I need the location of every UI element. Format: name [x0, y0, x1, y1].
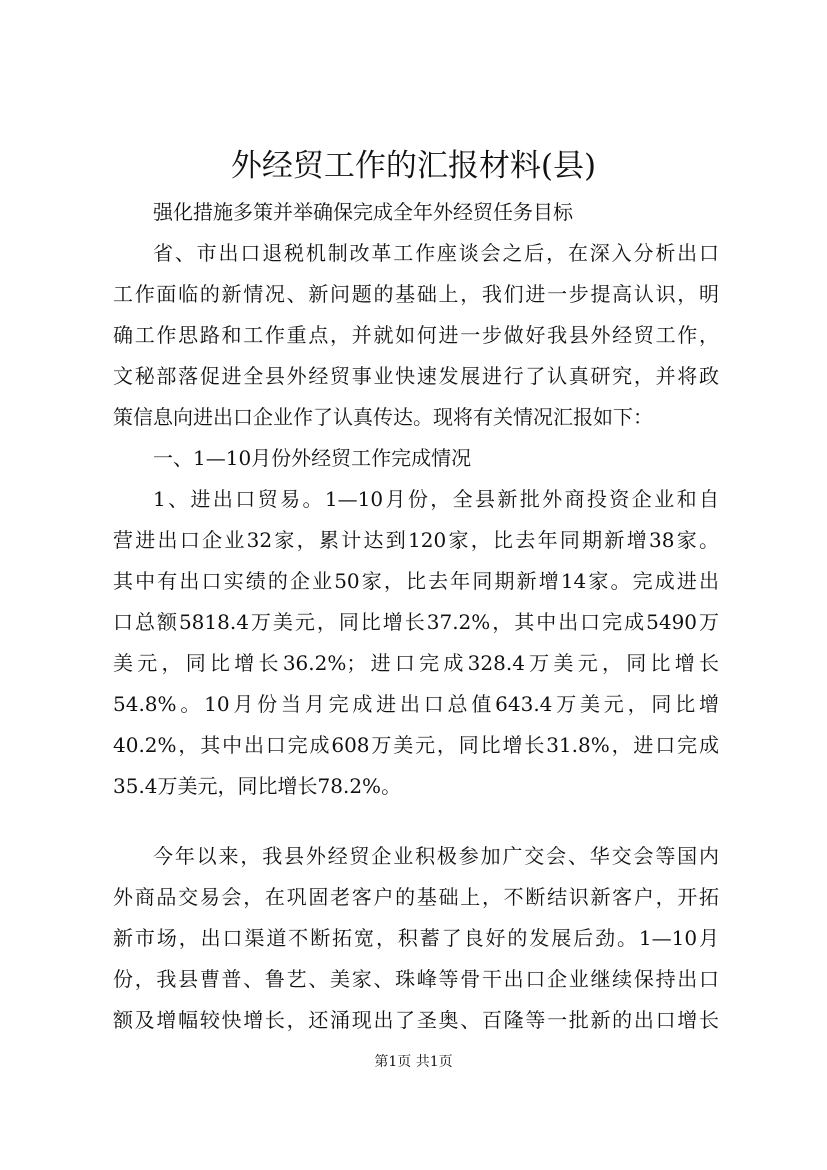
para2-line: 新市场，出口渠道不断拓宽，积蓄了良好的发展后劲。1—10月 [113, 926, 719, 950]
item1-line: 其中有出口实绩的企业50家，比去年同期新增14家。完成进出 [113, 569, 719, 593]
item1-line: 1、进出口贸易。1—10月份，全县新批外商投资企业和自 [153, 487, 719, 511]
item1-line: 35.4万美元，同比增长78.2%。 [113, 774, 402, 798]
para2-line: 额及增幅较快增长，还涌现出了圣奥、百隆等一批新的出口增长 [113, 1008, 719, 1032]
item1-line: 口总额5818.4万美元，同比增长37.2%，其中出口完成5490万 [113, 610, 719, 634]
document-body [113, 190, 719, 1039]
item1-line: 40.2%，其中出口完成608万美元，同比增长31.8%，进口完成 [113, 733, 719, 757]
page-footer: 第1页 共1页 [374, 1054, 453, 1070]
para2-line: 今年以来，我县外经贸企业积极参加广交会、华交会等国内 [153, 844, 719, 868]
item1-line: 营进出口企业32家，累计达到120家，比去年同期新增38家。 [113, 528, 719, 552]
paragraph-gap [113, 805, 719, 834]
item1-line: 美元，同比增长36.2%；进口完成328.4万美元，同比增长 [113, 651, 719, 675]
document-title: 外经贸工作的汇报材料(县) [230, 148, 597, 184]
item1-line: 54.8%。10月份当月完成进出口总值643.4万美元，同比增 [113, 692, 719, 716]
para2-line: 份，我县曹普、鲁艺、美家、珠峰等骨干出口企业继续保持出口 [113, 967, 719, 991]
intro-line: 工作面临的新情况、新问题的基础上，我们进一步提高认识，明 [113, 282, 719, 306]
para2-line: 外商品交易会，在巩固老客户的基础上，不断结识新客户，开拓 [113, 885, 719, 909]
section-heading: 一、1—10月份外经贸工作完成情况 [153, 446, 472, 470]
intro-line: 策信息向进出口企业作了认真传达。现将有关情况汇报如下： [113, 405, 653, 429]
intro-line: 确工作思路和工作重点，并就如何进一步做好我县外经贸工作， [113, 323, 719, 347]
subtitle-line: 强化措施多策并举确保完成全年外经贸任务目标 [153, 200, 573, 224]
intro-line: 省、市出口退税机制改革工作座谈会之后，在深入分析出口 [153, 241, 719, 265]
intro-line: 文秘部落促进全县外经贸事业快速发展进行了认真研究，并将政 [113, 364, 719, 388]
